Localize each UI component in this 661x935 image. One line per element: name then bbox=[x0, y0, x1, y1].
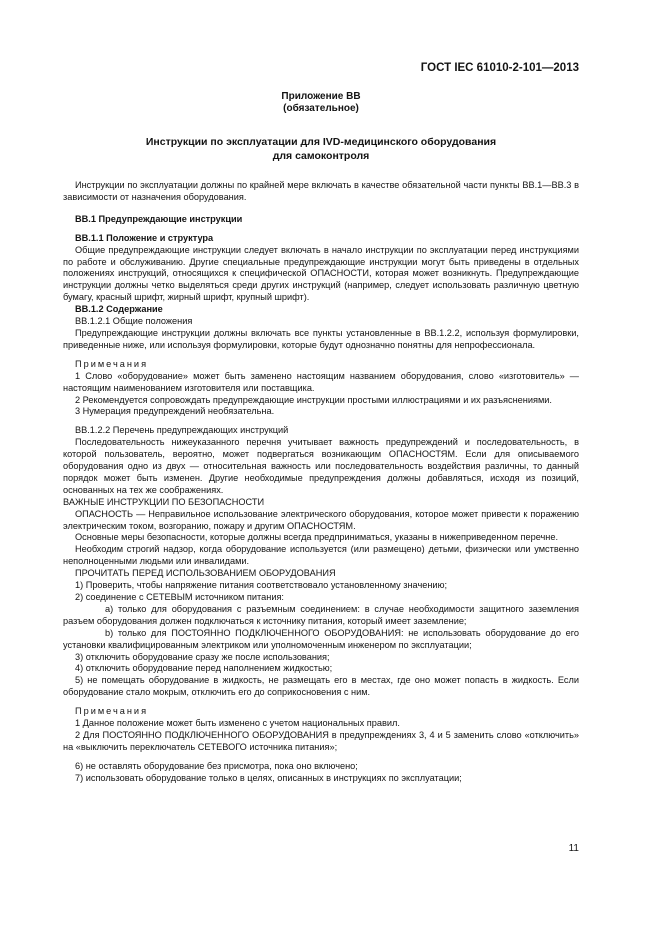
standard-header: ГОСТ IEC 61010-2-101—2013 bbox=[420, 62, 579, 74]
section-bb121-heading: ВВ.1.2.1 Общие положения bbox=[75, 316, 193, 327]
section-bb11-paragraph: Общие предупреждающие инструкции следует включать в начало инструкции по эксплуатации перед инструкциями по работе и обслуживанию. Другие специальные предупреждающие инструкции могут быть приведены в отдельных положениях инструкций, относящихся к специфической ОПАСНОСТИ, которая может возникнуть. Предупреждающие инструкции должны четко выделяться среди других инструкций (например, следует использовать различную цветную бумагу, красный шрифт, жирный шрифт, крупный шрифт). bbox=[63, 244, 579, 303]
section-bb121-paragraph: Предупреждающие инструкции должны включать все пункты установленные в ВВ.1.2.2, используя формулировки, приведенные ниже, или используя формулировки, которые будут однозначно понятны для непрофессионала. bbox=[63, 327, 579, 350]
list-item-6: 6) не оставлять оборудование без присмотра, пока оно включено; bbox=[75, 760, 358, 771]
notes-2-item: 1 Данное положение может быть изменено с учетом национальных правил. bbox=[75, 718, 400, 729]
annex-title: Приложение ВВ bbox=[281, 91, 361, 102]
list-item-5: 5) не помещать оборудование в жидкость, не размещать его в местах, где оно может попасть в жидкость. Если оборудование стало мокрым, отключить его до соприкосновения с ним. bbox=[63, 675, 579, 698]
intro-paragraph: Инструкции по эксплуатации должны по крайней мере включать в качестве обязательной части пункты ВВ.1—ВВ.3 в зависимости от назначения оборудования. bbox=[63, 180, 579, 202]
section-bb122-heading: ВВ.1.2.2 Перечень предупреждающих инструкций bbox=[75, 425, 289, 436]
notes-2-title: Примечания bbox=[75, 706, 149, 717]
document-title-line-2: для самоконтроля bbox=[272, 150, 370, 162]
notes-1-item: 3 Нумерация предупреждений необязательна. bbox=[75, 406, 275, 417]
notes-1-item: 1 Слово «оборудование» может быть заменено настоящим названием оборудования, слово «изготовитель» — настоящим наименованием изготовителя или поставщика. bbox=[63, 370, 579, 393]
list-item-2a: а) только для оборудования с разъемным соединением: в случае необходимости защитного заземления разъем оборудования должен подключаться к источнику питания, который имеет заземление; bbox=[63, 603, 579, 626]
list-item-2: 2) соединение с СЕТЕВЫМ источником питания: bbox=[75, 592, 284, 602]
section-bb1-heading: ВВ.1 Предупреждающие инструкции bbox=[75, 213, 243, 224]
document-title bbox=[63, 135, 579, 163]
basic-measures-paragraph: Основные меры безопасности, которые должны всегда предприниматься, указаны в нижеприведенном перечне. bbox=[75, 532, 559, 543]
list-item-3: 3) отключить оборудование сразу же после использования; bbox=[75, 651, 330, 662]
section-bb11-heading: ВВ.1.1 Положение и структура bbox=[75, 232, 214, 243]
supervision-paragraph: Необходим строгий надзор, когда оборудование используется (или размещено) детьми, физически или умственно неполноценными людьми или инвалидами. bbox=[63, 544, 579, 567]
list-item-4: 4) отключить оборудование перед наполнением жидкостью; bbox=[75, 663, 333, 674]
important-safety-heading: ВАЖНЫЕ ИНСТРУКЦИИ ПО БЕЗОПАСНОСТИ bbox=[63, 496, 265, 507]
read-before-heading: ПРОЧИТАТЬ ПЕРЕД ИСПОЛЬЗОВАНИЕМ ОБОРУДОВАНИЯ bbox=[75, 568, 336, 579]
notes-1-title: Примечания bbox=[75, 358, 149, 369]
notes-1-item: 2 Рекомендуется сопровождать предупреждающие инструкции простыми иллюстрациями и их разъяснениями. bbox=[75, 394, 552, 405]
notes-2-item: 2 Для ПОСТОЯННО ПОДКЛЮЧЕННОГО ОБОРУДОВАНИЯ в предупреждениях 3, 4 и 5 заменить слово «отключить» на «выключить переключатель СЕТЕВОГО источника питания»; bbox=[63, 729, 579, 752]
danger-paragraph: ОПАСНОСТЬ — Неправильное использование электрического оборудования, которое может привести к поражению электрическим током, возгоранию, пожару и другим ОПАСНОСТЯМ. bbox=[63, 508, 579, 531]
section-bb122-paragraph: Последовательность нижеуказанного перечня учитывает важность предупреждений и последовательность, в которой пользователь, вероятно, может подвергаться возникающим ОПАСНОСТЯМ. Если для описываемого оборудования одно из двух — относительная важность или последовательность воздействия различны, то данный порядок может быть изменен. Другие необходимые предупреждения должны добавляться, исходя из позиций, основанных на тех же соображениях. bbox=[63, 437, 579, 495]
list-item-1: 1) Проверить, чтобы напряжение питания соответствовало установленному значению; bbox=[75, 580, 448, 591]
list-item-2b: b) только для ПОСТОЯННО ПОДКЛЮЧЕННОГО ОБОРУДОВАНИЯ: не использовать оборудование до его установки квалифицированным электриком или уполномоченным инженером по эксплуатации; bbox=[63, 627, 579, 650]
list-item-7: 7) использовать оборудование только в целях, описанных в инструкциях по эксплуатации; bbox=[75, 772, 462, 783]
page-number: 11 bbox=[568, 843, 579, 854]
document-title-line-1: Инструкции по эксплуатации для IVD-медицинского оборудования bbox=[145, 136, 497, 148]
section-bb12-heading: ВВ.1.2 Содержание bbox=[75, 304, 163, 315]
annex-status: (обязательное) bbox=[283, 103, 359, 114]
